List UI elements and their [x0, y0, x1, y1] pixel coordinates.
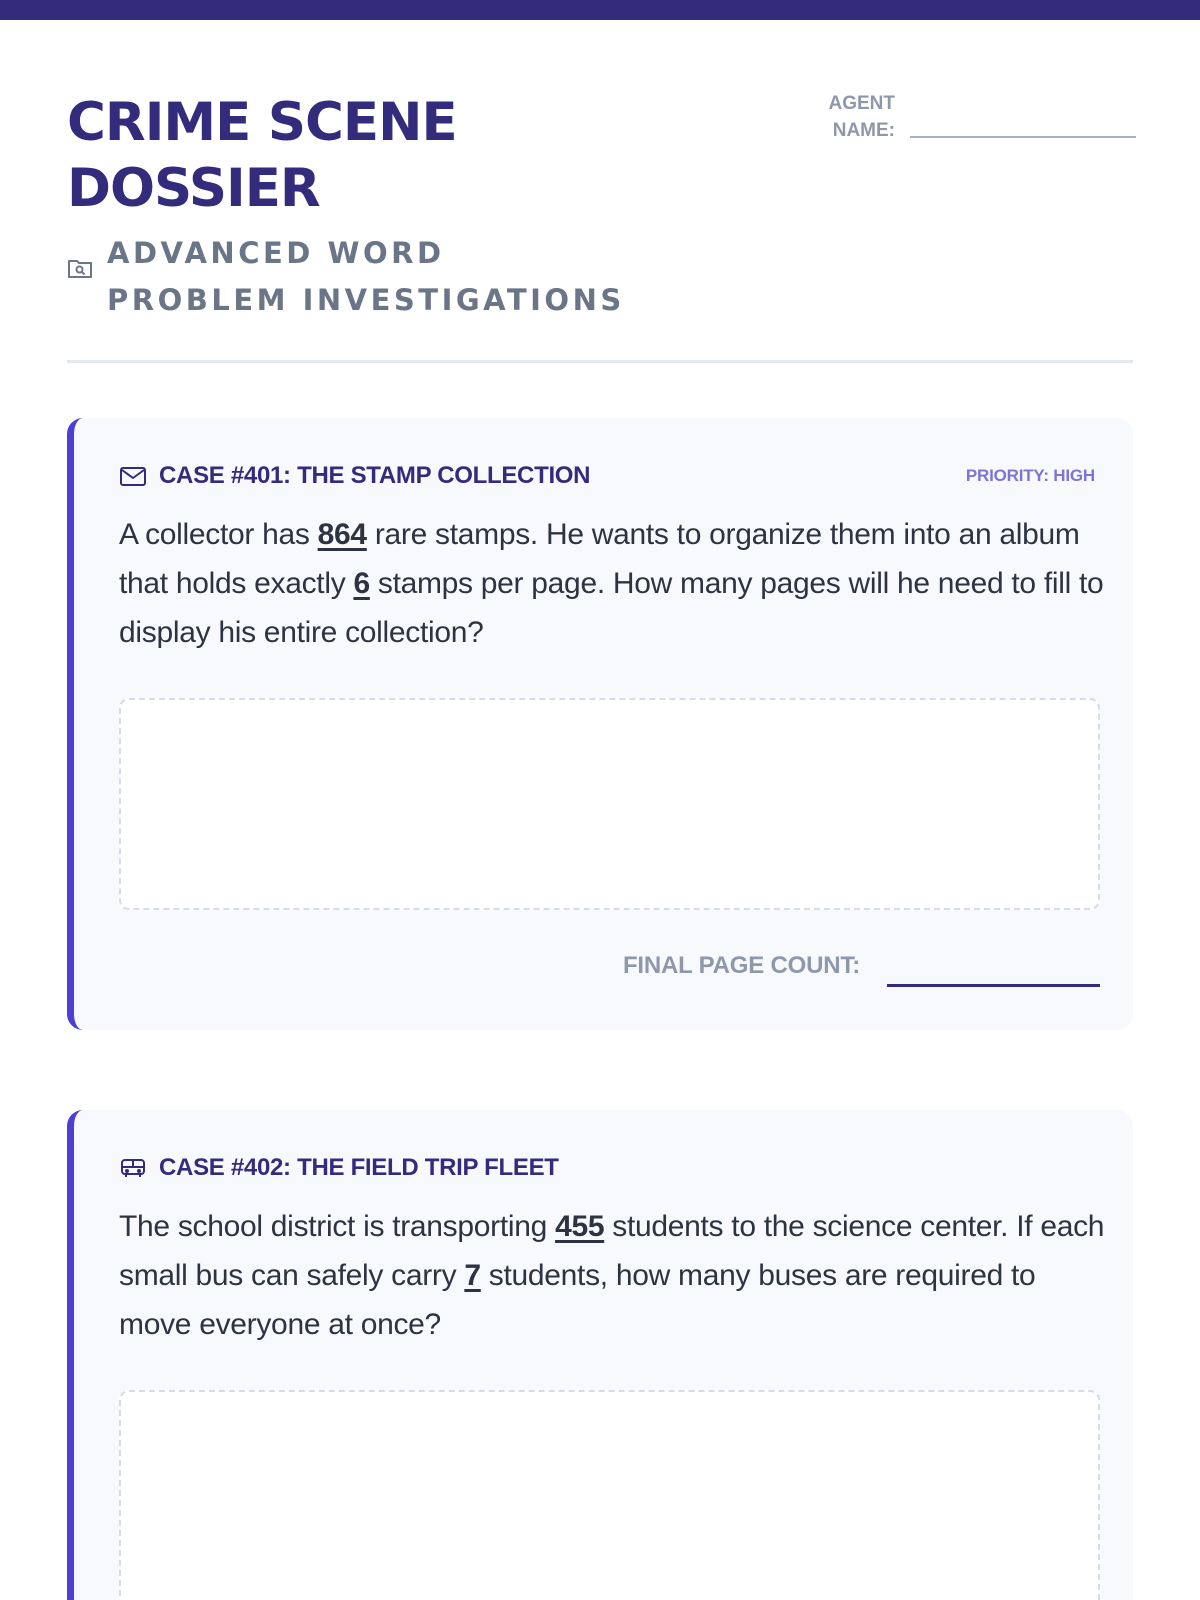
- case-title: CASE #401: THE STAMP COLLECTION: [159, 462, 591, 489]
- page-subtitle: ADVANCED WORD PROBLEM INVESTIGATIONS: [107, 236, 625, 317]
- answer-row: [119, 948, 1100, 988]
- header-divider: [67, 360, 1133, 363]
- agent-name-label: AGENT NAME:: [828, 93, 895, 141]
- work-area[interactable]: [119, 1390, 1100, 1600]
- problem-number: 6: [353, 567, 370, 600]
- agent-name-input-line[interactable]: [910, 136, 1136, 138]
- worksheet-header: [67, 90, 1133, 360]
- problem-text-part: A collector has: [119, 518, 318, 551]
- work-area[interactable]: [119, 698, 1100, 910]
- priority-badge: PRIORITY: HIGH: [965, 466, 1095, 485]
- agent-name-field[interactable]: [773, 90, 1133, 142]
- problem-text-part: stamps per page. How many pages will he need to fill to display his entire collection?: [119, 567, 1104, 649]
- problem-text-part: students to the science center. If each small bus can safely carry: [119, 1210, 1105, 1292]
- folder-search-icon: [67, 257, 93, 279]
- problem-text-part: students, how many buses are required to move everyone at once?: [119, 1259, 1036, 1341]
- case-problem-text: [119, 1202, 1109, 1349]
- problem-number: 864: [317, 518, 367, 551]
- problem-text-part: rare stamps. He wants to organize them into an album that holds exactly: [119, 518, 1080, 600]
- answer-label: FINAL PAGE COUNT:: [622, 952, 860, 979]
- page-title: CRIME SCENE DOSSIER: [67, 92, 457, 219]
- problem-number: 7: [464, 1259, 481, 1292]
- bus-icon: [119, 1156, 147, 1180]
- case-header: [119, 1152, 1095, 1184]
- case-card-402: [67, 1110, 1133, 1600]
- answer-input-line[interactable]: [887, 984, 1100, 987]
- problem-number: 455: [555, 1210, 605, 1243]
- case-header: [119, 460, 1095, 492]
- subtitle-row: [67, 230, 627, 324]
- case-title: CASE #402: THE FIELD TRIP FLEET: [159, 1154, 559, 1181]
- case-card-401: [67, 418, 1133, 1030]
- envelope-icon: [119, 464, 147, 488]
- top-accent-bar: [0, 0, 1200, 20]
- problem-text-part: The school district is transporting: [119, 1210, 556, 1243]
- case-problem-text: [119, 510, 1109, 657]
